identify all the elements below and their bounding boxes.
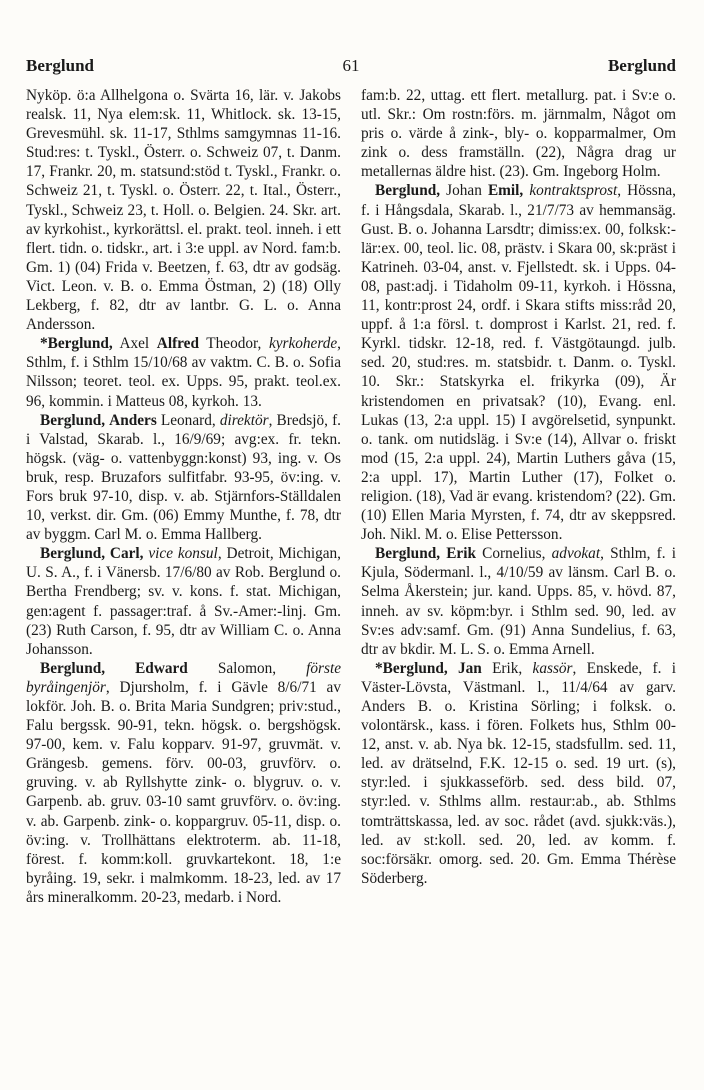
entry-call-name: Erik <box>446 545 476 563</box>
entry-occupation: kontraktsprost <box>529 182 618 200</box>
entry-given-name-rest: Cornelius, <box>475 545 552 563</box>
entry-call-name: Alfred <box>156 335 199 353</box>
entry-continuation: fam:b. 22, uttag. ett flert. metallurg. pat. i Sv:e o. utl. Skr.: Om rostn:förs. m. järnmalm, Något om pris o. värde å zink-, bly- o. kopparmalmer, Om zink o. dess framställn. (22), Några drag ur metallernas äldre hist. (23). Gm. Ingeborg Holm. <box>361 87 676 181</box>
entry-given-name-rest: Theodor, <box>198 335 269 353</box>
biography-entry <box>26 544 341 659</box>
entry-given-name: Johan <box>440 182 488 200</box>
entry-given-name <box>105 660 135 677</box>
biography-entry <box>26 411 341 545</box>
biography-entry <box>361 659 676 888</box>
entry-surname: Berglund, <box>40 659 106 677</box>
page-number: 61 <box>342 56 360 75</box>
entry-surname: *Berglund, <box>40 335 113 353</box>
left-column <box>26 86 341 907</box>
entry-call-name: Jan <box>457 659 482 677</box>
entry-occupation: advokat <box>551 545 601 563</box>
entry-occupation: direktör <box>219 411 269 429</box>
entry-given-name-rest: Leonard, <box>156 411 220 429</box>
entry-text: , Sthlm, f. i Kjula, Södermanl. l., 4/10/59 av länsm. Carl B. o. Selma Åkerstein; jur. kand. Upps. 85, v. hövd. 87, inneh. av sv. köpm:byr. i Sthlm sed. 90, led. av Sv:es adv:samf. Gm. (91) Anna Sundelius, f. 63, dtr av bkdir. M. L. S. o. Emma Arnell. <box>361 545 676 658</box>
entry-occupation: kassör <box>532 659 573 677</box>
header-right-name: Berglund <box>607 56 676 75</box>
entry-text: , Djursholm, f. i Gävle 8/6/71 av lokför. Joh. B. o. Brita Maria Sundgren; priv:stud., Falu bergssk. 90-91, tekn. högsk. o. bergshögsk. 97-00, kem. v. Falu kopparv. 91-97, gruvmät. v. Grängesb. gemens. förv. 00-03, gruvförv. o. gruving. v. ab Ryllshytte zink- o. blygruv. o. v. Garpenb. ab. gruv. 03-10 samt gruvförv. o. öv:ing. v. ab. Garpenb. zink- o. koppargruv. 05-11, disp. o. öv:ing. v. Trollhättans elektroterm. ab. 11-18, förest. f. komm:koll. gruvkartekont. 18, 1:e byråing. 19, sekr. i malmkomm. 18-23, led. av 17 års mineralkomm. 20-23, medarb. i Nord. <box>26 678 341 906</box>
entry-text: , Enskede, f. i Väster-Lövsta, Västmanl. l., 11/4/64 av garv. Anders B. o. Kristina Sörling; i folksk. o. volontärsk., kass. i fören. Folkets hus, Sthlm 00-12, anst. v. ab. Nya bk. 12-15, stadsfullm. sed. 11, led. av drätselnd, F.K. 12-15 o. sed. 19 urt. (s), styr:led. i sjukkasseförb. sed. dess bild. 07, styr:led. v. Sthlms allm. restaur:ab., ab. Sthlms tomträttskassa, led. av soc. rådet (avd. sjukk:väs.), led. av st:koll. sed. 20, led. av komm. f. soc:försäkr. omorg. sed. 20. Gm. Emma Thérèse Söderberg. <box>361 659 677 887</box>
entry-occupation: vice konsul <box>148 545 218 563</box>
entry-given-name <box>448 660 458 677</box>
entry-call-name: Edward <box>135 659 188 677</box>
entry-surname: Berglund, <box>375 182 441 200</box>
page-header <box>26 56 676 86</box>
entry-call-name: Carl, <box>109 545 144 563</box>
biography-entry <box>26 334 341 410</box>
entry-occupation: förste byråingenjör <box>26 659 341 696</box>
biography-entry <box>361 181 676 544</box>
entry-continuation: Nyköp. ö:a Allhelgona o. Svärta 16, lär. v. Jakobs realsk. 11, Nya elem:sk. 11, Whitlock. sk. 13-15, Grevesmühl. sk. 11-17, Sthlms samgymnas 11-16. Stud:res: t. Tyskl., Österr. o. Schweiz 07, t. Danm. 17, Frankr. 20, m. statsund:stöd t. Tyskl., Frankr. o. Schweiz 21, t. Tyskl. o. Österr. 22, t. Ital., Österr., Tyskl., Schweiz 23, t. Holl. o. Belgien. 24. Skr. art. av kyrkohist., kyrkorättsl. el. prakt. teol. inneh. i ett flert. tidn. o. tidskr., art. i 3:e uppl. av Nord. fam:b. Gm. 1) (04) Frida v. Beetzen, f. 63, dtr av godsäg. Vict. Leon. v. B. o. Emma Östman, 2) (18) Olly Lekberg, f. 82, dtr av lantbr. G. L. o. Anna Andersson. <box>26 87 341 334</box>
entry-given-name-rest: Salomon, <box>187 659 307 677</box>
entry-text: , Sthlm, f. i Sthlm 15/10/68 av vaktm. C. B. o. Sofia Nilsson; teoret. teol. ex. Upps. 95, prakt. teol.ex. 96, kommin. i Matteus 08, kyrkoh. 13. <box>26 335 341 410</box>
entry-text: , Detroit, Michigan, U. S. A., f. i Vänersb. 17/6/80 av Rob. Berglund o. Bertha Frendberg; sv. v. kons. f. stat. Michigan, gen:agent f. passager:traf. å Sv.-Amer:-linj. Gm. (23) Ruth Carson, f. 95, dtr av William C. o. Anna Johansson. <box>26 545 342 658</box>
entry-text: , Bredsjö, f. i Valstad, Skarab. l., 16/9/69; avg:ex. fr. tekn. högsk. (väg- o. vattenbyggn:konst) 93, ing. v. Os bruk, resp. Bruzafors sulfitfabr. 93-95, öv:ing. v. Fors bruk 97-10, disp. v. ab. Stjärnfors-Ställdalen 10, verkst. dir. Gm. (06) Emmy Munthe, f. 78, dtr av byggm. Carl M. o. Emma Hallberg. <box>26 411 341 544</box>
entry-call-name: Anders <box>109 411 157 429</box>
entry-surname: *Berglund, <box>375 659 448 677</box>
entry-surname: Berglund, <box>40 411 106 429</box>
entry-surname: Berglund, <box>40 545 106 563</box>
entry-surname: Berglund, <box>375 545 441 563</box>
entry-occupation: kyrkoherde <box>268 335 338 353</box>
entry-given-name-rest: Erik, <box>481 659 533 677</box>
text-columns <box>26 86 704 907</box>
entry-text: , Hössna, f. i Hångsdala, Skarab. l., 21/7/73 av hemmansäg. Gust. B. o. Johanna Larsdtr; dimiss:ex. 00, folksk:-lär:ex. 00, teol. lic. 08, prästv. i Skara 00, sk:präst i Katrineh. 03-04, anst. v. Fjellstedt. sk. i Upps. 04-08, past:adj. i Tidaholm 09-11, kyrkoh. i Hössna, 11, kontr:prost 24, ordf. i Skara stifts miss:råd 20, uppf. å 1:a försl. t. domprost i Karlst. 21, red. f. Kyrkl. tidskr. 12-18, red. f. Västgötaungd. julb. sed. 20, stud:res. m. statsbidr. t. Danm. o. Tyskl. 10. Skr.: Statskyrka el. frikyrka (09), Är kristendomen en privatsak? (10), Evang. enl. Lukas (13, 2:a uppl. 15) I avgörelsetid, synpunkt. o. tank. om nutidsläg. i Sv:e (14), Allvar o. friskt mod (15, 2:a uppl. 24), Martin Luthers gåva (15, 2:a uppl. 17), Martin Luther (17), Folket o. religion. (18), Vad är evang. kristendom? (22). Gm. (10) Ellen Maria Myrsten, f. 74, dtr av skeppsred. Joh. Nikl. M. o. Elise Pettersson. <box>361 182 677 544</box>
biography-entry <box>361 544 676 659</box>
entry-given-name: Axel <box>112 335 157 353</box>
right-column <box>361 86 676 907</box>
header-left-name: Berglund <box>26 56 95 75</box>
entry-call-name: Emil, <box>487 182 524 200</box>
biography-entry <box>26 659 341 907</box>
